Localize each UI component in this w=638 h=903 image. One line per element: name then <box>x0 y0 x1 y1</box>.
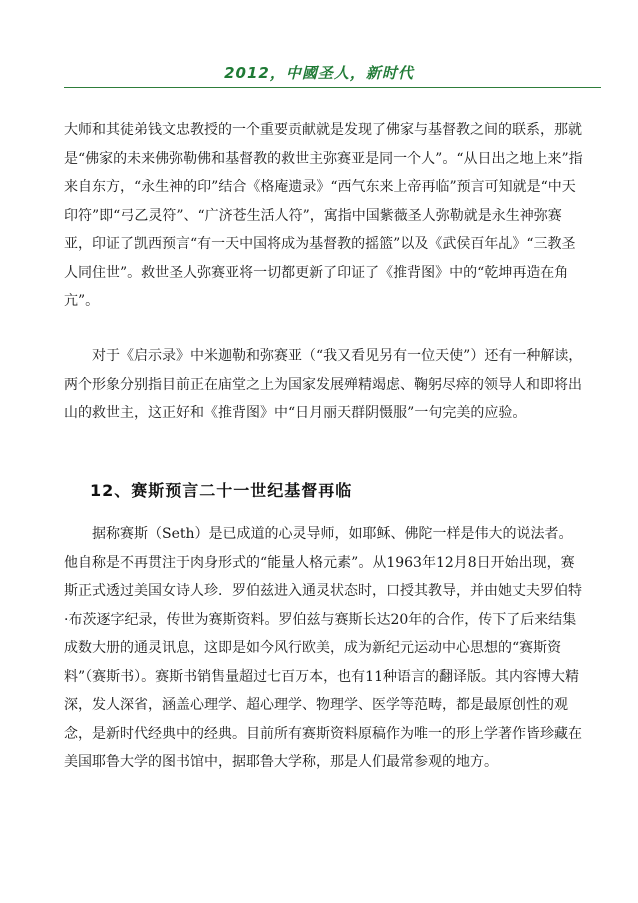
section-heading: 12、赛斯预言二十一世纪基督再临 <box>90 481 353 500</box>
paragraph-3 <box>64 520 584 777</box>
header-divider <box>64 87 601 88</box>
paragraph-1-text: 大师和其徒弟钱文忠教授的一个重要贡献就是发现了佛家与基督教之间的联系，那就是“佛家的未来佛弥勒佛和基督教的救世主弥赛亚是同一个人”。“从日出之地上来”指来自东方，“永生神的印”结合《格庵遗录》“西气东来上帝再临”预言可知就是“中天印符”即“弓乙灵符”、“广济苍生活人符”，寓指中国紫薇圣人弥勒就是永生神弥赛亚，印证了凯西预言“有一天中国将成为基督教的摇篮”以及《武侯百年乩》“三教圣人同住世”。救世圣人弥赛亚将一切都更新了印证了《推背图》中的“乾坤再造在角亢”。 <box>64 122 583 309</box>
paragraph-1 <box>64 116 584 316</box>
paragraph-2 <box>64 342 584 428</box>
running-header-title: 2012，中國圣人，新时代 <box>224 64 414 82</box>
paragraph-3-text: 据称赛斯（Seth）是已成道的心灵导师，如耶稣、佛陀一样是伟大的说法者。他自称是不再贯注于肉身形式的“能量人格元素”。从1963年12月8日开始出现，赛斯正式透过美国女诗人珍．罗伯兹进入通灵状态时，口授其教导，并由她丈夫罗伯特·布茨逐字纪录，传世为赛斯资料。罗伯兹与赛斯长达20年的合作，传下了后来结集成数大册的通灵讯息，这即是如今风行欧美，成为新纪元运动中心思想的“赛斯资料”（赛斯书）。赛斯书销售量超过七百万本，也有11种语言的翻译版。其内容博大精深，发人深省，涵盖心理学、超心理学、物理学、医学等范畴，都是最原创性的观念，是新时代经典中的经典。目前所有赛斯资料原稿作为唯一的形上学著作皆珍藏在美国耶鲁大学的图书馆中，据耶鲁大学称，那是人们最常参观的地方。 <box>64 526 582 770</box>
paragraph-2-text: 对于《启示录》中米迦勒和弥赛亚（“我又看见另有一位天使”）还有一种解读，两个形象分别指目前正在庙堂之上为国家发展殚精竭虑、鞠躬尽瘁的领导人和即将出山的救世主，这正好和《推背图》中“日月丽天群阴慑服”一句完美的应验。 <box>64 348 583 421</box>
